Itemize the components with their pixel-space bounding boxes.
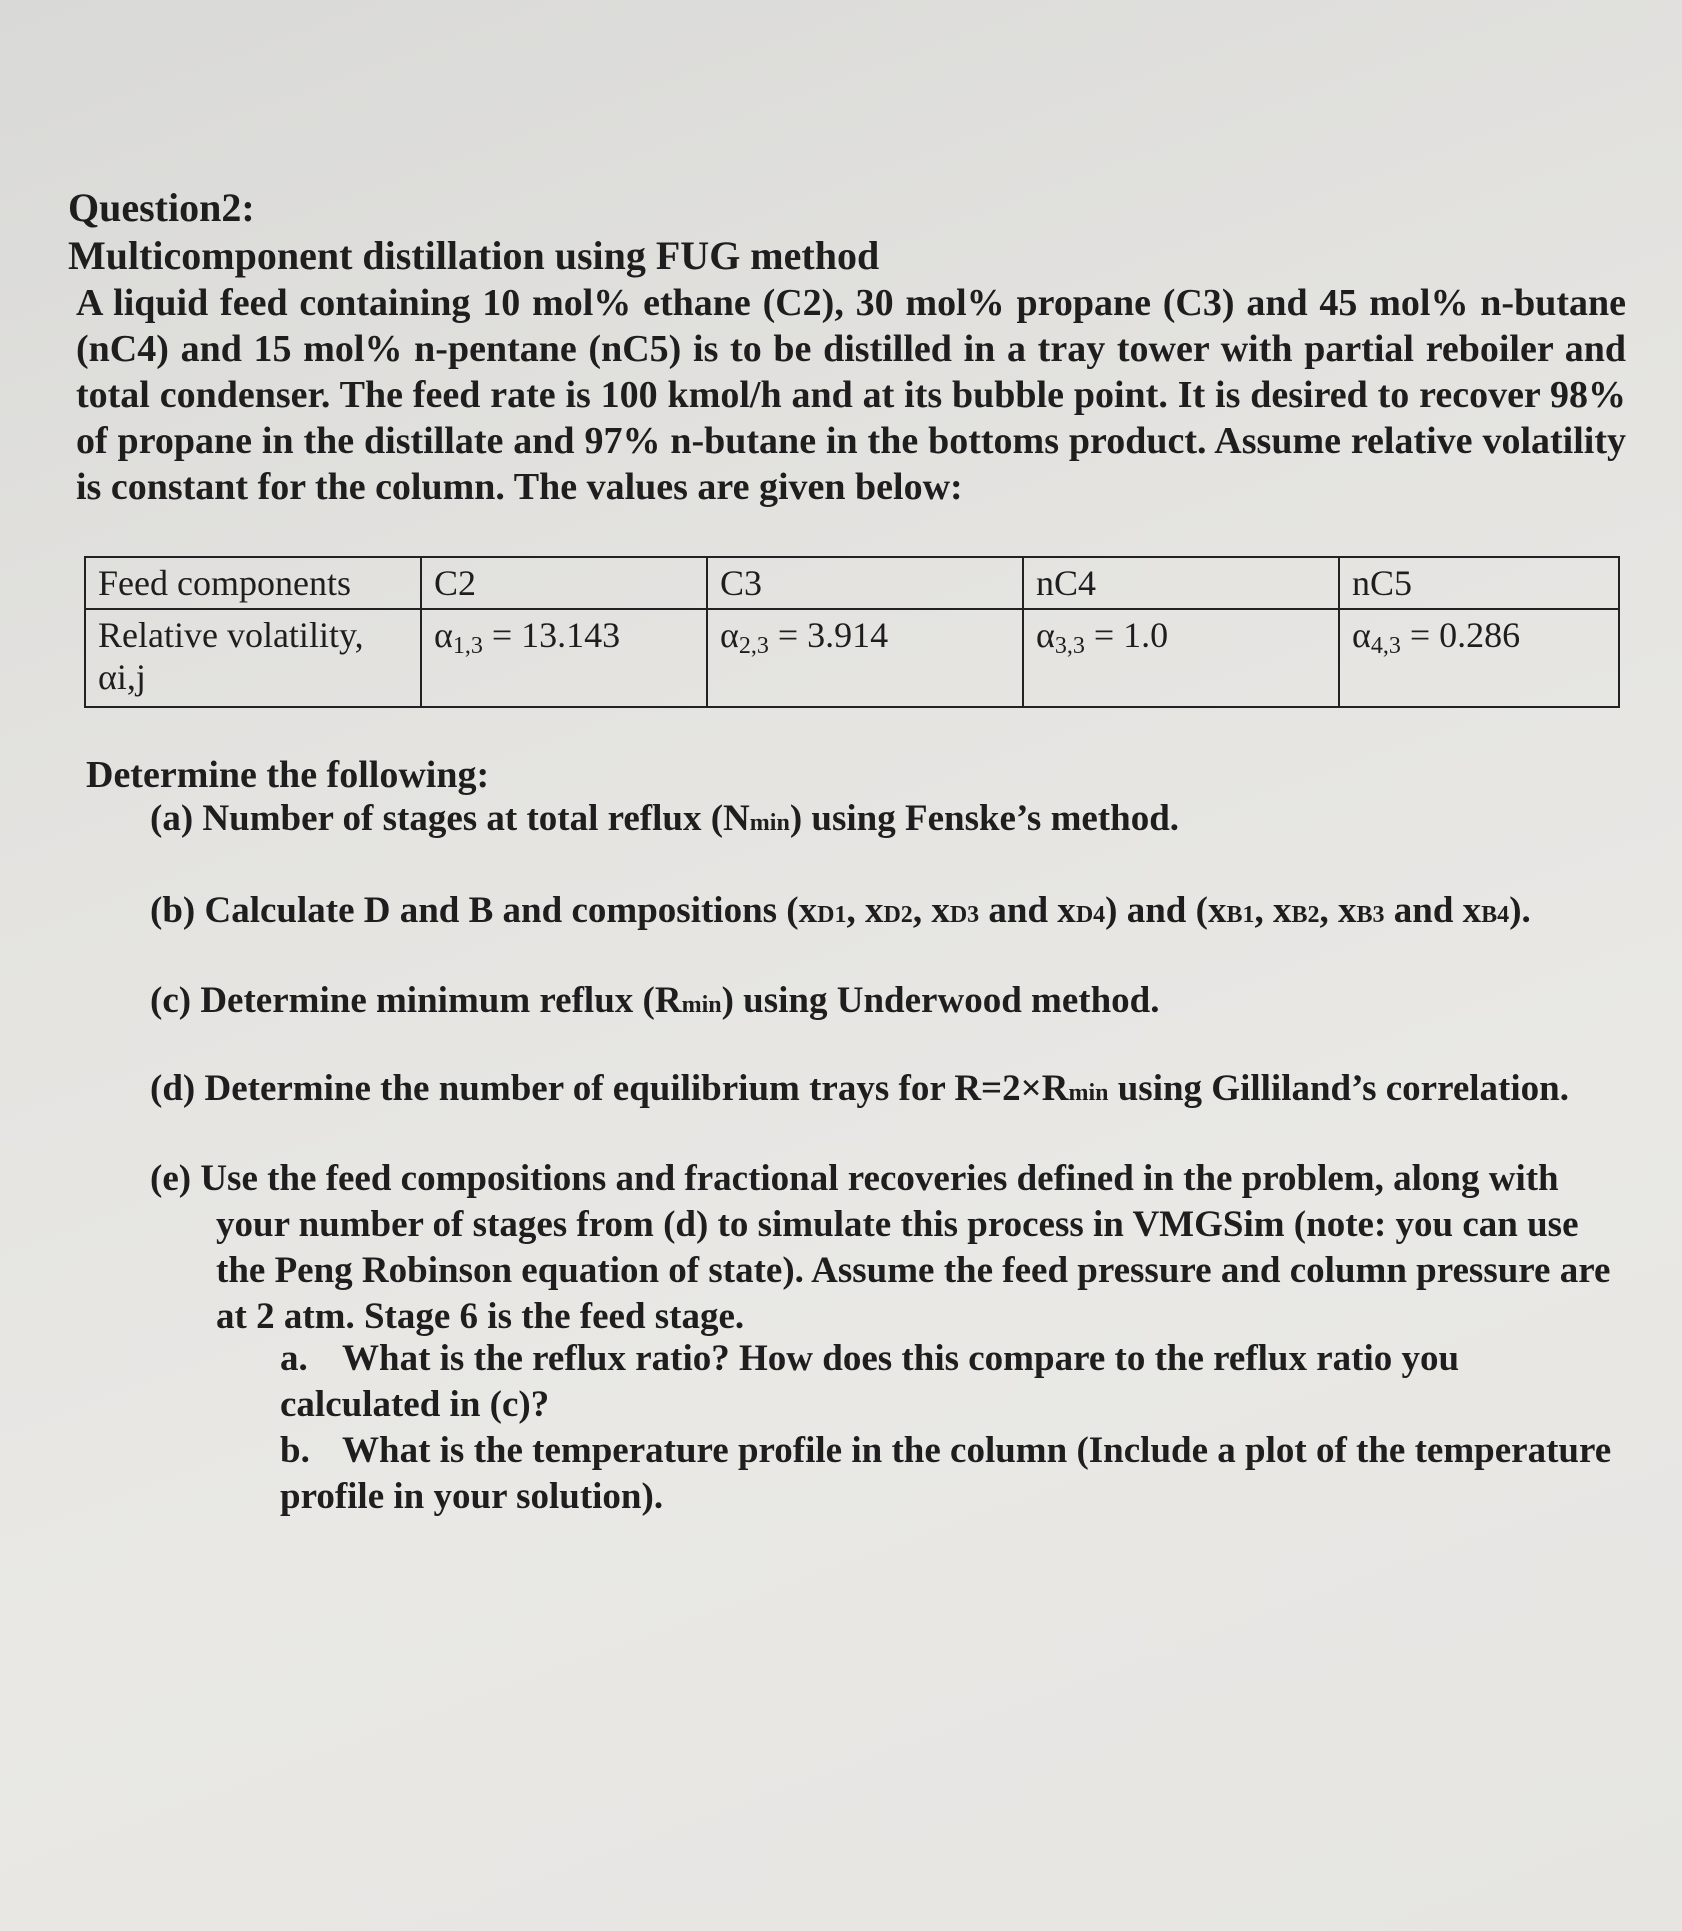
table-cell bbox=[421, 609, 707, 707]
alpha-subscript: 4,3 bbox=[1370, 633, 1401, 659]
question-subtitle: Multicomponent distillation using FUG method bbox=[68, 233, 880, 278]
part-d bbox=[150, 1066, 1569, 1116]
subscript: B3 bbox=[1356, 902, 1385, 928]
subscript: D3 bbox=[949, 902, 980, 928]
alpha-value: = 13.143 bbox=[491, 615, 621, 655]
relative-volatility-table bbox=[84, 556, 1620, 708]
subpart-a bbox=[280, 1336, 1620, 1428]
alpha-subscript: 3,3 bbox=[1054, 633, 1085, 659]
part-text: ) and (x bbox=[1105, 890, 1227, 931]
alpha-value: = 1.0 bbox=[1093, 615, 1169, 655]
part-text: ) using Underwood method. bbox=[721, 980, 1160, 1021]
subscript: D2 bbox=[883, 902, 913, 928]
alpha-symbol: α bbox=[434, 615, 453, 655]
row-label-text: Relative volatility, bbox=[98, 615, 364, 655]
table-header-cell: nC4 bbox=[1023, 557, 1339, 609]
table-cell bbox=[707, 609, 1023, 707]
subpart-text: What is the temperature profile in the column (Include a plot of the temperature profile in your solution). bbox=[280, 1430, 1612, 1517]
part-label: (e) bbox=[150, 1158, 192, 1199]
table-header-cell: Feed components bbox=[85, 557, 421, 609]
subpart-text: What is the reflux ratio? How does this compare to the reflux ratio you calculated in (c)? bbox=[280, 1338, 1460, 1425]
subscript: D4 bbox=[1075, 902, 1106, 928]
part-text: Determine the number of equilibrium trays for R=2×R bbox=[204, 1068, 1069, 1109]
table-header-cell: C3 bbox=[707, 557, 1023, 609]
table-cell bbox=[1023, 609, 1339, 707]
alpha-symbol: α bbox=[1036, 615, 1055, 655]
part-e bbox=[150, 1156, 1620, 1340]
subscript: min bbox=[681, 992, 722, 1018]
subscript: B2 bbox=[1291, 902, 1320, 928]
table-row-label bbox=[85, 609, 421, 707]
alpha-symbol: α bbox=[720, 615, 739, 655]
subpart-b bbox=[280, 1428, 1620, 1520]
part-c bbox=[150, 978, 1160, 1028]
alpha-value: = 0.286 bbox=[1409, 615, 1521, 655]
part-text: ) using Fenske’s method. bbox=[789, 798, 1180, 839]
part-label: (d) bbox=[150, 1068, 196, 1109]
alpha-symbol: α bbox=[1352, 615, 1371, 655]
subscript: B4 bbox=[1481, 902, 1510, 928]
part-text: , x bbox=[1254, 890, 1292, 931]
subpart-label: b. bbox=[280, 1430, 310, 1471]
table-header-cell: C2 bbox=[421, 557, 707, 609]
part-text: , x bbox=[1319, 890, 1357, 931]
table-header-row bbox=[85, 557, 1619, 609]
subpart-label: a. bbox=[280, 1338, 308, 1379]
problem-statement: A liquid feed containing 10 mol% ethane (C2), 30 mol% propane (C3) and 45 mol% n-butane (nC4) and 15 mol% n-pentane (nC5) is to be distilled in a tray tower with partial reboiler and total condenser. The feed rate is 100 kmol/h and at its bubble point. It is desired to recover 98% of propane in the distillate and 97% n-butane in the bottoms product. Assume relative volatility is constant for the column. The values are given below: bbox=[76, 282, 1626, 508]
part-text: , x bbox=[912, 890, 950, 931]
part-label: (a) bbox=[150, 798, 194, 839]
subscript: min bbox=[1068, 1080, 1109, 1106]
part-label: (c) bbox=[150, 980, 192, 1021]
part-text: and x bbox=[1384, 890, 1482, 931]
part-text: Determine minimum reflux (R bbox=[200, 980, 682, 1021]
part-a bbox=[150, 796, 1179, 846]
subscript: D1 bbox=[817, 902, 847, 928]
question-title: Question2: bbox=[68, 185, 255, 230]
part-text: Calculate D and B and compositions (x bbox=[204, 890, 818, 931]
part-text: Number of stages at total reflux (N bbox=[202, 798, 750, 839]
part-text: , x bbox=[846, 890, 884, 931]
part-b bbox=[150, 888, 1531, 938]
row-label-symbol: αi,j bbox=[98, 657, 146, 697]
subscript: B1 bbox=[1226, 902, 1255, 928]
alpha-value: = 3.914 bbox=[777, 615, 889, 655]
subscript: min bbox=[749, 810, 790, 836]
part-text: ). bbox=[1509, 890, 1531, 931]
part-text: your number of stages from (d) to simulate this process in VMGSim (note: you can use the Peng Robinson equation of state). Assume the feed pressure and column pressure are at 2 atm. Stage 6 is the feed stage. bbox=[216, 1204, 1611, 1337]
table-cell bbox=[1339, 609, 1619, 707]
part-text: using Gilliland’s correlation. bbox=[1108, 1068, 1569, 1109]
part-text: and x bbox=[979, 890, 1076, 931]
table-header-cell: nC5 bbox=[1339, 557, 1619, 609]
alpha-subscript: 2,3 bbox=[738, 633, 769, 659]
part-label: (b) bbox=[150, 890, 196, 931]
part-text: Use the feed compositions and fractional recoveries defined in the problem, along with bbox=[200, 1158, 1559, 1199]
determine-lead: Determine the following: bbox=[86, 754, 490, 796]
alpha-subscript: 1,3 bbox=[452, 633, 483, 659]
table-row bbox=[85, 609, 1619, 707]
